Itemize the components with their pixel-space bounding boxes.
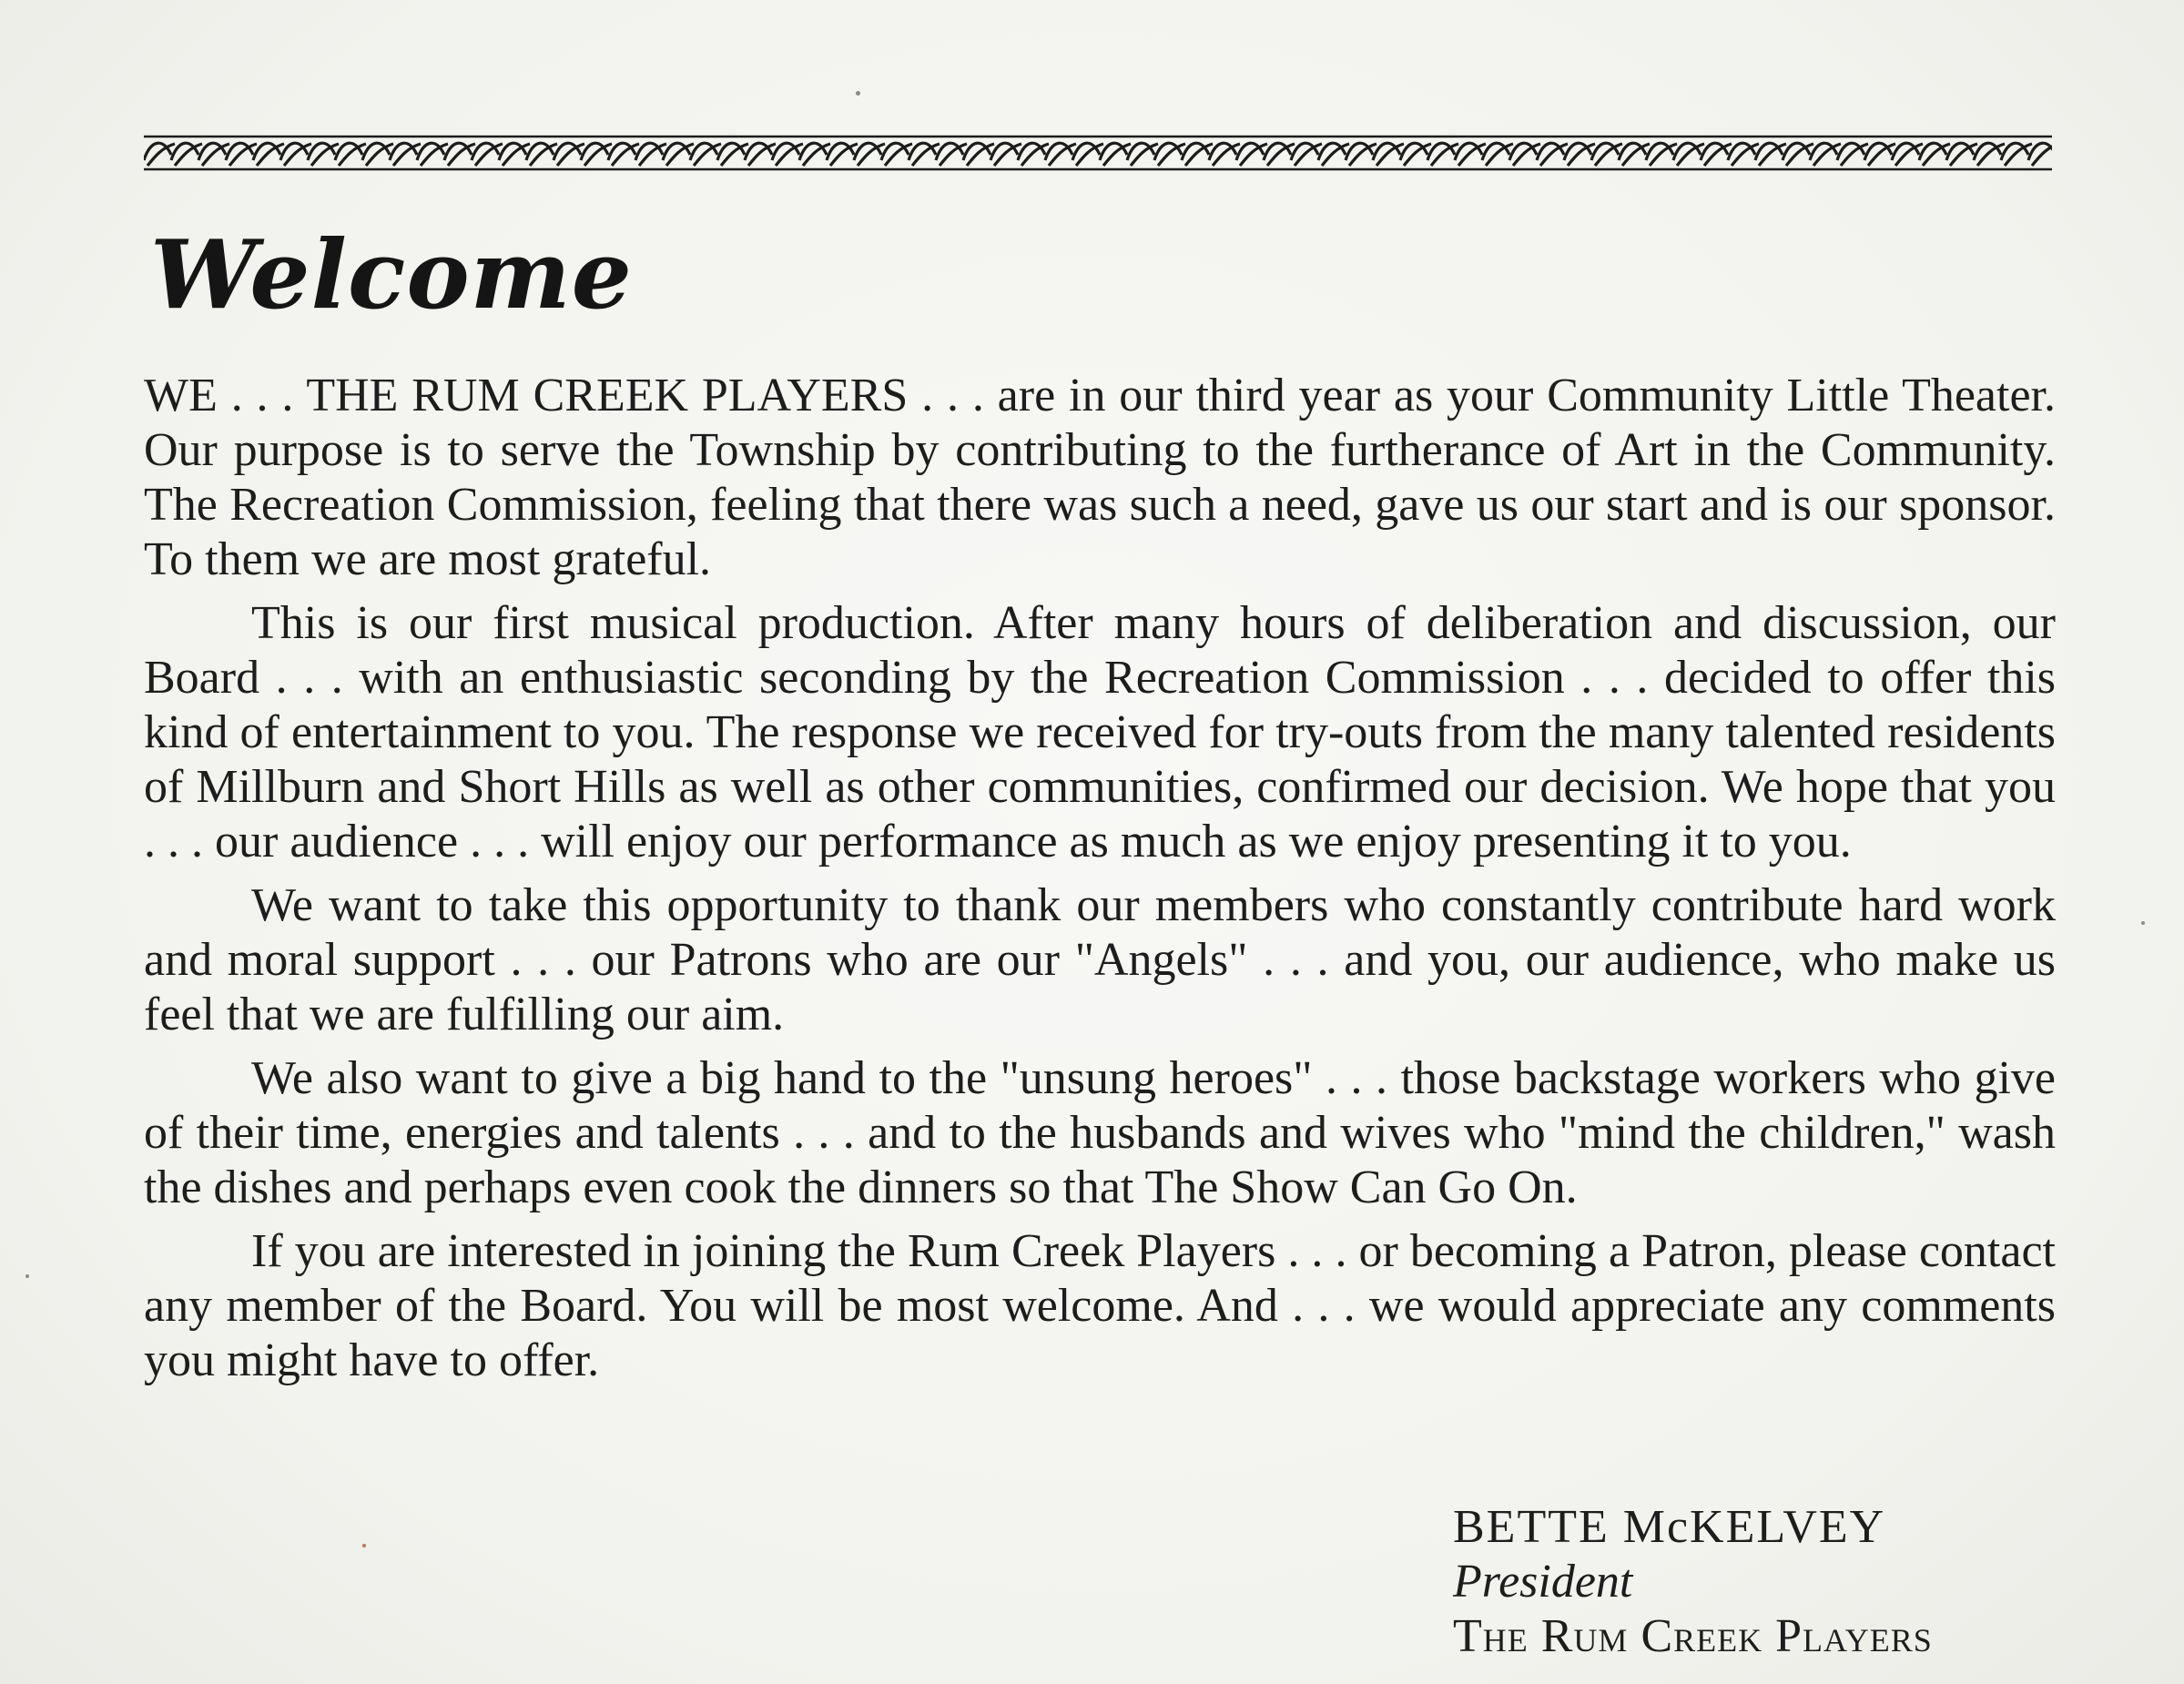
paragraph-join: If you are interested in joining the Rum Creek Players . . . or becoming a Patron, please contact any member of the Board. You will be most welcome. And . . . we would appreciate any comments you might have to offer. <box>144 1225 2056 1386</box>
signer-organization: The Rum Creek Players <box>1453 1610 1933 1662</box>
signer-title: President <box>1453 1556 1633 1608</box>
paragraph-production: This is our first musical production. After many hours of deliberation and discussion, our Board . . . with an enthusiastic seconding by the Recreation Commission . . . decided to offer this kind of entertainment to you. The response we received for try-outs from the many talented residents of Millburn and Short Hills as well as other communities, confirmed our decision. We hope that you . . . our audience . . . will enjoy our performance as much as we enjoy presenting it to you. <box>144 597 2056 867</box>
paper-speck <box>25 1274 29 1278</box>
welcome-letter-body <box>144 369 2056 1397</box>
signer-name: BETTE McKELVEY <box>1453 1501 1886 1553</box>
signature-block <box>1453 1500 1933 1664</box>
paper-speck <box>856 91 860 96</box>
paragraph-thanks: We want to take this opportunity to thank our members who constantly contribute hard work and moral support . . . our Patrons who are our "Angels" . . . and you, our audience, who make us feel that we are fulfilling our aim. <box>144 879 2056 1040</box>
paragraph-unsung-heroes: We also want to give a big hand to the "unsung heroes" . . . those backstage workers who give of their time, energies and talents . . . and to the husbands and wives who "mind the children," wash the dishes and perhaps even cook the dinners so that The Show Can Go On. <box>144 1052 2056 1213</box>
welcome-heading: Welcome <box>150 218 633 330</box>
paragraph-intro: WE . . . THE RUM CREEK PLAYERS . . . are in our third year as your Community Little Theater. Our purpose is to serve the Township by contributing to the furtherance of Art in the Community. The Recreation Commission, feeling that there was such a need, gave us our start and is our sponsor. To them we are most grateful. <box>144 370 2056 585</box>
rope-border-ornament <box>144 133 2052 173</box>
paper-speck <box>2141 921 2145 925</box>
paper-speck <box>362 1544 366 1547</box>
